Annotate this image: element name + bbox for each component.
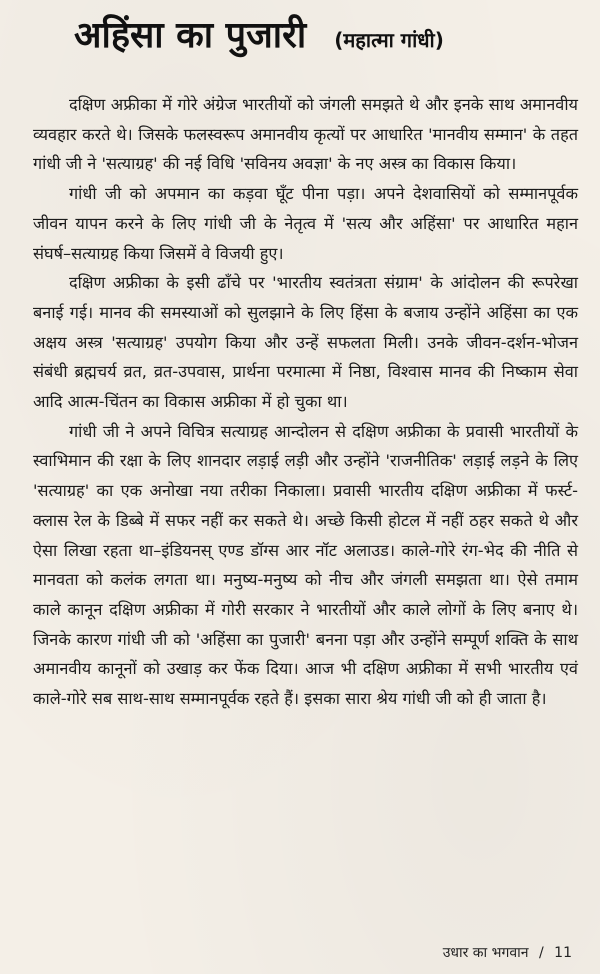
paragraph: दक्षिण अफ्रीका के इसी ढाँचे पर 'भारतीय स्वतंत्रता संग्राम' के आंदोलन की रूपरेखा बनाई गई। मानव की समस्याओं को सुलझाने के लिए हिंसा के बजाय उन्होंने अहिंसा का एक अक्षय अस्त्र 'सत्याग्रह' उपयोग किया और उन्हें सफलता मिली। उनके जीवन-दर्शन-भोजन संबंधी ब्रह्मचर्य व्रत, व्रत-उपवास, प्रार्थना परमात्मा में निष्ठा, विश्वास मानव की निष्काम सेवा आदि आत्म-चिंतन का विकास अफ्रीका में हो चुका था। [33,273,578,412]
paragraph: गांधी जी को अपमान का कड़वा घूँट पीना पड़ा। अपने देशवासियों को सम्मानपूर्वक जीवन यापन करने के लिए गांधी जी के नेतृत्व में 'सत्य और अहिंसा' पर आधारित महान संघर्ष–सत्याग्रह किया जिसमें वे विजयी हुए। [33,184,578,263]
paragraph: दक्षिण अफ्रीका में गोरे अंग्रेज भारतीयों को जंगली समझते थे और इनके साथ अमानवीय व्यवहार करते थे। जिसके फलस्वरूप अमानवीय कृत्यों पर आधारित 'मानवीय सम्मान' के तहत गांधी जी ने 'सत्याग्रह' की नई विधि 'सविनय अवज्ञा' के नए अस्त्र का विकास किया। [33,95,578,174]
body-text [33,90,578,714]
page-footer [443,943,572,962]
paragraph: गांधी जी ने अपने विचित्र सत्याग्रह आन्दोलन से दक्षिण अफ्रीका के प्रवासी भारतीयों के स्वाभिमान की रक्षा के लिए शानदार लड़ाई लड़ी और उन्होंने 'राजनीतिक' लड़ाई लड़ने के लिए 'सत्याग्रह' का एक अनोखा नया तरीका निकाला। प्रवासी भारतीय दक्षिण अफ्रीका में फर्स्ट-क्लास रेल के डिब्बे में सफर नहीं कर सकते थे। अच्छे किसी होटल में नहीं ठहर सकते थे और ऐसा लिखा रहता था–इंडियनस् एण्ड डॉग्स आर नॉट अलाउड। काले-गोरे रंग-भेद की नीति से मानवता को कलंक लगता था। मनुष्य-मनुष्य को नीच और जंगली समझता था। ऐसे तमाम काले कानून दक्षिण अफ्रीका में गोरी सरकार ने भारतीयों और काले लोगों के लिए बनाए थे। जिनके कारण गांधी जी को 'अहिंसा का पुजारी' बनना पड़ा और उन्होंने सम्पूर्ण शक्ति के साथ अमानवीय कानूनों को उखाड़ कर फेंक दिया। आज भी दक्षिण अफ्रीका में सभी भारतीय एवं काले-गोरे सब साथ-साथ सम्मानपूर्वक रहते हैं। इसका सारा श्रेय गांधी जी को ही जाता है। [33,421,578,709]
footer-book-title: उधार का भगवान [442,945,529,961]
page-number: 11 [554,945,572,961]
chapter-subtitle: (महात्मा गांधी) [334,28,444,52]
page-heading [74,8,584,68]
chapter-title: अहिंसा का पुजारी [74,15,307,56]
footer-separator: / [539,945,544,961]
